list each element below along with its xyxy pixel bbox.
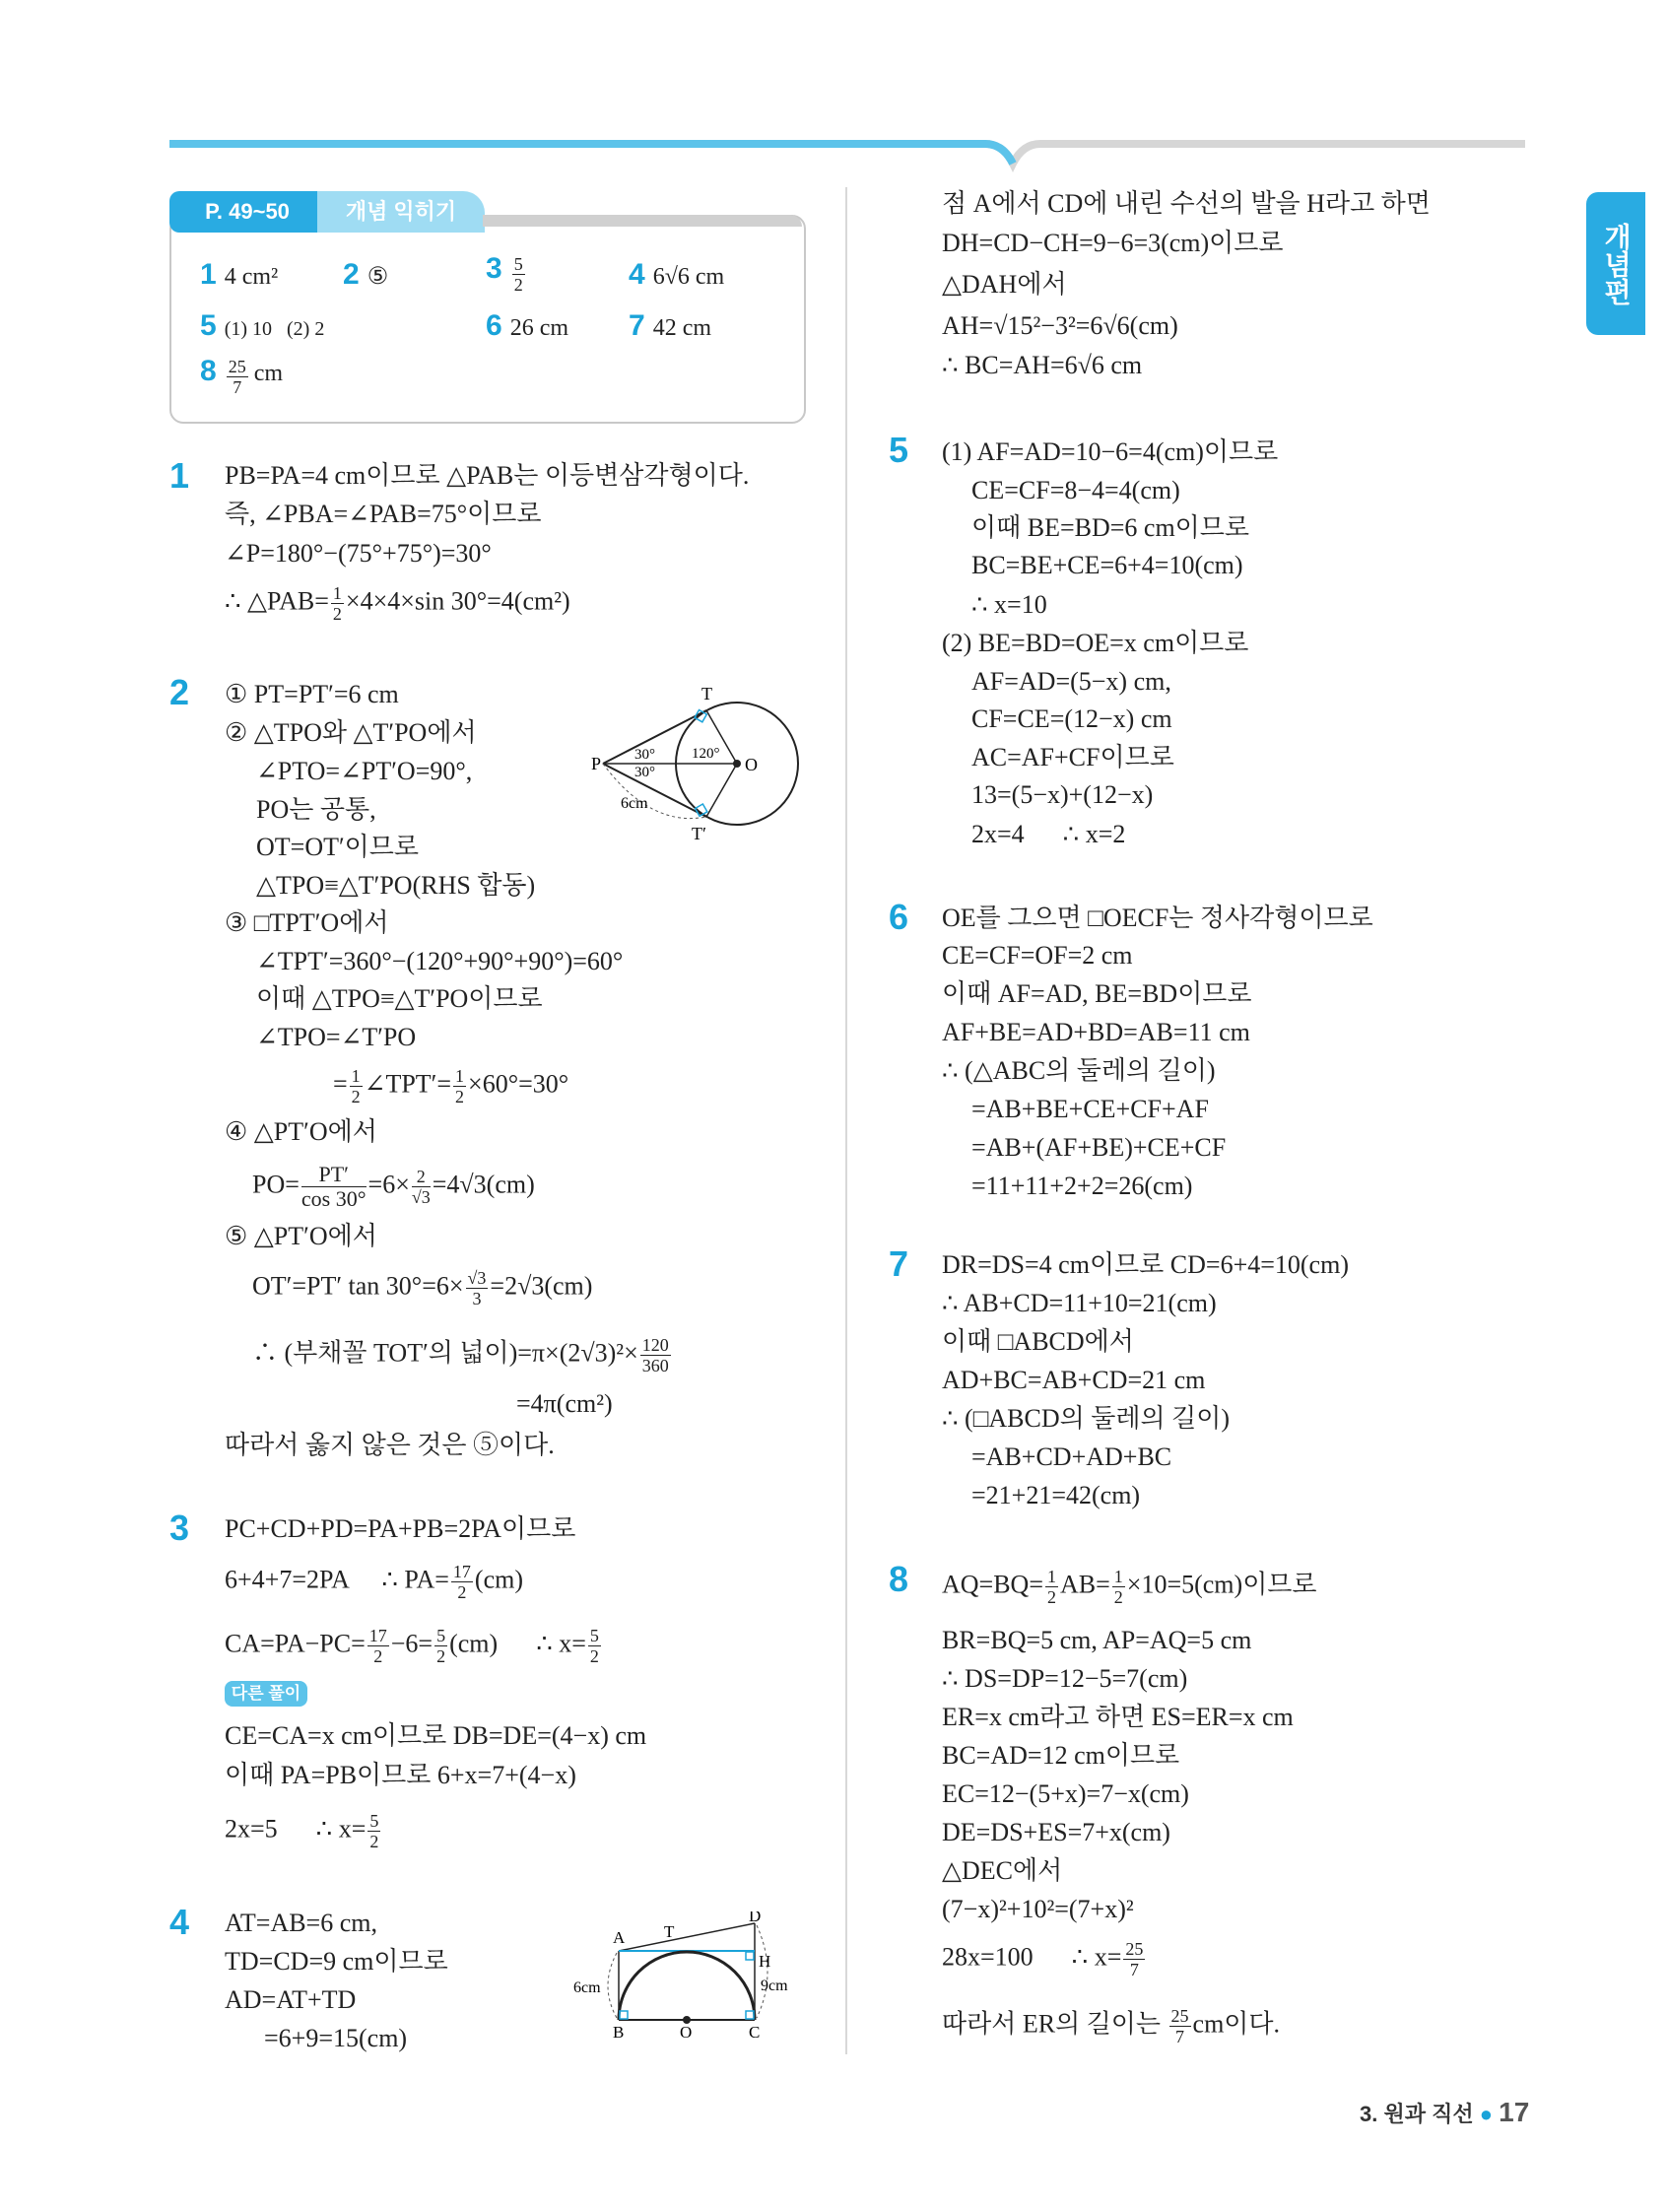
q3-line6: 2x=5 ∴ x= $\frac{5}{2}$ [225, 1811, 379, 1851]
q8-number: 8 [889, 1559, 909, 1599]
q5-line5: ∴ x=10 [971, 590, 1047, 619]
q2-line12: ④ △PT′O에서 [225, 1117, 377, 1146]
q1-line1: PB=PA=4 cm이므로 △PAB는 이등변삼각형이다. [225, 461, 750, 490]
q5-line6: (2) BE=BD=OE=x cm이므로 [942, 629, 1249, 657]
q8-line11: 따라서 ER의 길이는 $\frac{25}{7}$ cm이다. [942, 2006, 1281, 2046]
q4c-line5: ∴ BC=AH=6√6 cm [942, 351, 1143, 379]
q5-line1: (1) AF=AD=10−6=4(cm)이므로 [942, 437, 1279, 466]
q2-line17: =4π(cm²) [516, 1389, 613, 1418]
q2-fig-angle1: 30° [634, 747, 655, 763]
answer-6: 6 26 cm [486, 309, 569, 342]
q6-line3: 이때 AF=AD, BE=BD이므로 [942, 979, 1252, 1008]
q8-line5: BC=AD=12 cm이므로 [942, 1741, 1180, 1770]
q4-fig-label-C: C [749, 2023, 761, 2040]
q5-line9: AC=AF+CF이므로 [971, 743, 1174, 771]
q6-line6: =AB+BE+CE+CF+AF [971, 1095, 1209, 1123]
q8-line1: AQ=BQ= $\frac{1}{2}$ AB= $\frac{1}{2}$ ×10=5(cm)이므로 [942, 1567, 1317, 1607]
q3-line5: 이때 PA=PB이므로 6+x=7+(4−x) [225, 1761, 576, 1789]
q2-line1: ① PT=PT′=6 cm [225, 680, 399, 708]
q2-fig-angle3: 120° [692, 746, 720, 762]
q2-fig-label-Tp: T′ [692, 824, 706, 843]
q4c-line3: △DAH에서 [942, 270, 1067, 299]
q4-fig-length-right: 9cm [761, 1977, 788, 1994]
q2-line11: = $\frac{1}{2}$ ∠TPT′= $\frac{1}{2}$ ×60°=30° [333, 1066, 569, 1106]
q8-line4: ER=x cm라고 하면 ES=ER=x cm [942, 1703, 1294, 1731]
q4-fig-label-B: B [613, 2023, 625, 2040]
q5-line2: CE=CF=8−4=4(cm) [971, 476, 1180, 504]
q7-line3: 이때 □ABCD에서 [942, 1327, 1134, 1356]
q4-line4: =6+9=15(cm) [264, 2024, 408, 2052]
q1-line2: 즉, ∠PBA=∠PAB=75°이므로 [225, 500, 542, 528]
header-tab-bar [483, 215, 802, 227]
answer-1: 1 4 cm² [200, 258, 279, 291]
q8-line9: (7−x)²+10²=(7+x)² [942, 1895, 1134, 1923]
q2-fig-label-P: P [591, 754, 602, 773]
q5-line10: 13=(5−x)+(12−x) [971, 780, 1154, 809]
q5-line11: 2x=4 ∴ x=2 [971, 820, 1126, 848]
q2-line13: PO= $\frac{PT'}{\cos 30^\circ}$ =6× $\frac{2}{√3}$ =4√3(cm) [252, 1162, 535, 1211]
q7-line4: AD+BC=AB+CD=21 cm [942, 1366, 1206, 1394]
q5-line4: BC=BE+CE=6+4=10(cm) [971, 551, 1243, 579]
q3-number: 3 [169, 1508, 190, 1548]
q2-line9: 이때 △TPO≡△T′PO이므로 [256, 984, 543, 1013]
q5-line8: CF=CE=(12−x) cm [971, 704, 1172, 733]
answer-5: 5 (1) 10 (2) 2 [200, 309, 325, 342]
answer-2: 2 ⑤ [343, 258, 389, 291]
q8-line7: DE=DS+ES=7+x(cm) [942, 1818, 1170, 1846]
q7-line7: =21+21=42(cm) [971, 1481, 1141, 1509]
q3-alt-badge: 다른 풀이 [225, 1681, 307, 1707]
answer-8: 8 $\frac{25}{7}$ cm [200, 355, 284, 397]
q8-line8: △DEC에서 [942, 1856, 1063, 1885]
q6-line4: AF+BE=AD+BD=AB=11 cm [942, 1018, 1250, 1046]
q4c-line2: DH=CD−CH=9−6=3(cm)이므로 [942, 229, 1284, 257]
q2-line18: 따라서 옳지 않은 것은 ⑤이다. [225, 1431, 555, 1459]
header-tab-title: 개념 익히기 [317, 191, 485, 233]
q5-line7: AF=AD=(5−x) cm, [971, 667, 1171, 696]
answer-7: 7 42 cm [629, 309, 712, 342]
q2-fig-length: 6cm [621, 795, 648, 812]
q2-line15: OT′=PT′ tan 30°=6× $\frac{√3}{3}$ =2√3(cm) [252, 1268, 593, 1308]
q2-line5: OT=OT′이므로 [256, 833, 420, 861]
q5-number: 5 [889, 430, 909, 470]
q1-line3: ∠P=180°−(75°+75°)=30° [225, 539, 492, 568]
side-tab: 개념편 [1586, 192, 1645, 335]
q6-number: 6 [889, 897, 909, 937]
header-tab-pages: P. 49~50 [169, 191, 325, 233]
q4-fig-label-O: O [680, 2023, 693, 2040]
q3-line4: CE=CA=x cm이므로 DB=DE=(4−x) cm [225, 1721, 647, 1750]
q4-figure [569, 1911, 806, 2040]
footer-chapter: 3. 원과 직선 [1360, 2102, 1474, 2126]
q7-line1: DR=DS=4 cm이므로 CD=6+4=10(cm) [942, 1250, 1349, 1279]
q6-line8: =11+11+2+2=26(cm) [971, 1172, 1193, 1200]
q3-line3: CA=PA−PC= $\frac{17}{2}$ −6= $\frac{5}{2}$ (cm) ∴ x= $\frac{5}{2}$ [225, 1626, 599, 1666]
q8-line6: EC=12−(5+x)=7−x(cm) [942, 1779, 1189, 1808]
answer-4: 4 6√6 cm [629, 258, 725, 291]
q3-line2: 6+4+7=2PA ∴ PA= $\frac{17}{2}$ (cm) [225, 1562, 523, 1602]
q8-line2: BR=BQ=5 cm, AP=AQ=5 cm [942, 1626, 1252, 1654]
q2-fig-label-T: T [701, 684, 712, 704]
q6-line1: OE를 그으면 □OECF는 정사각형이므로 [942, 904, 1373, 932]
q7-line2: ∴ AB+CD=11+10=21(cm) [942, 1289, 1217, 1317]
q2-line16: ∴ (부채꼴 TOT′의 넓이)=π×(2√3)²× $\frac{120}{360}$ [252, 1335, 669, 1375]
q8-line3: ∴ DS=DP=12−5=7(cm) [942, 1664, 1188, 1693]
q2-line4: PO는 공통, [256, 795, 376, 824]
q6-line5: ∴ (△ABC의 둘레의 길이) [942, 1056, 1216, 1085]
q2-fig-label-O: O [745, 755, 758, 774]
q2-number: 2 [169, 672, 190, 712]
q4-fig-label-A: A [613, 1928, 626, 1947]
q3-line1: PC+CD+PD=PA+PB=2PA이므로 [225, 1514, 576, 1543]
q2-line8: ∠TPT′=360°−(120°+90°+90°)=60° [256, 947, 624, 975]
header-rule [167, 134, 1527, 173]
q4-number: 4 [169, 1902, 190, 1942]
column-divider [845, 187, 847, 2054]
footer-dot: ● [1479, 2102, 1494, 2126]
q4-fig-label-D: D [749, 1911, 762, 1925]
q7-line5: ∴ (□ABCD의 둘레의 길이) [942, 1404, 1230, 1433]
q4-line2: TD=CD=9 cm이므로 [225, 1947, 448, 1976]
q2-line2: ② △TPO와 △T′PO에서 [225, 718, 477, 747]
q4-line1: AT=AB=6 cm, [225, 1909, 377, 1937]
q4-fig-length-left: 6cm [573, 1979, 601, 1996]
q2-line14: ⑤ △PT′O에서 [225, 1222, 377, 1250]
q1-number: 1 [169, 455, 190, 496]
q2-line7: ③ □TPT′O에서 [225, 908, 389, 937]
q7-number: 7 [889, 1243, 909, 1284]
q8-line10: 28x=100 ∴ x= $\frac{25}{7}$ [942, 1939, 1144, 1979]
q5-line3: 이때 BE=BD=6 cm이므로 [971, 513, 1250, 542]
q4-line3: AD=AT+TD [225, 1985, 357, 2014]
q4-fig-label-H: H [759, 1952, 771, 1971]
q4c-line4: AH=√15²−3²=6√6(cm) [942, 311, 1178, 340]
answer-3: 3 $\frac{5}{2}$ [486, 252, 523, 295]
q2-line10: ∠TPO=∠T′PO [256, 1023, 417, 1051]
q6-line2: CE=CF=OF=2 cm [942, 941, 1133, 970]
q4-fig-label-T: T [664, 1922, 675, 1941]
q2-fig-angle2: 30° [634, 765, 655, 780]
footer [1360, 2097, 1529, 2128]
q2-line3: ∠PTO=∠PT′O=90°, [256, 757, 473, 785]
q1-line4: ∴ △PAB= $\frac{1}{2}$ ×4×4×sin 30°=4(cm²) [225, 583, 570, 624]
footer-page: 17 [1499, 2097, 1530, 2127]
q2-figure [591, 680, 808, 847]
q7-line6: =AB+CD+AD+BC [971, 1442, 1172, 1471]
q2-line6: △TPO≡△T′PO(RHS 합동) [256, 871, 536, 900]
q6-line7: =AB+(AF+BE)+CE+CF [971, 1133, 1227, 1162]
q4c-line1: 점 A에서 CD에 내린 수선의 발을 H라고 하면 [942, 189, 1431, 218]
